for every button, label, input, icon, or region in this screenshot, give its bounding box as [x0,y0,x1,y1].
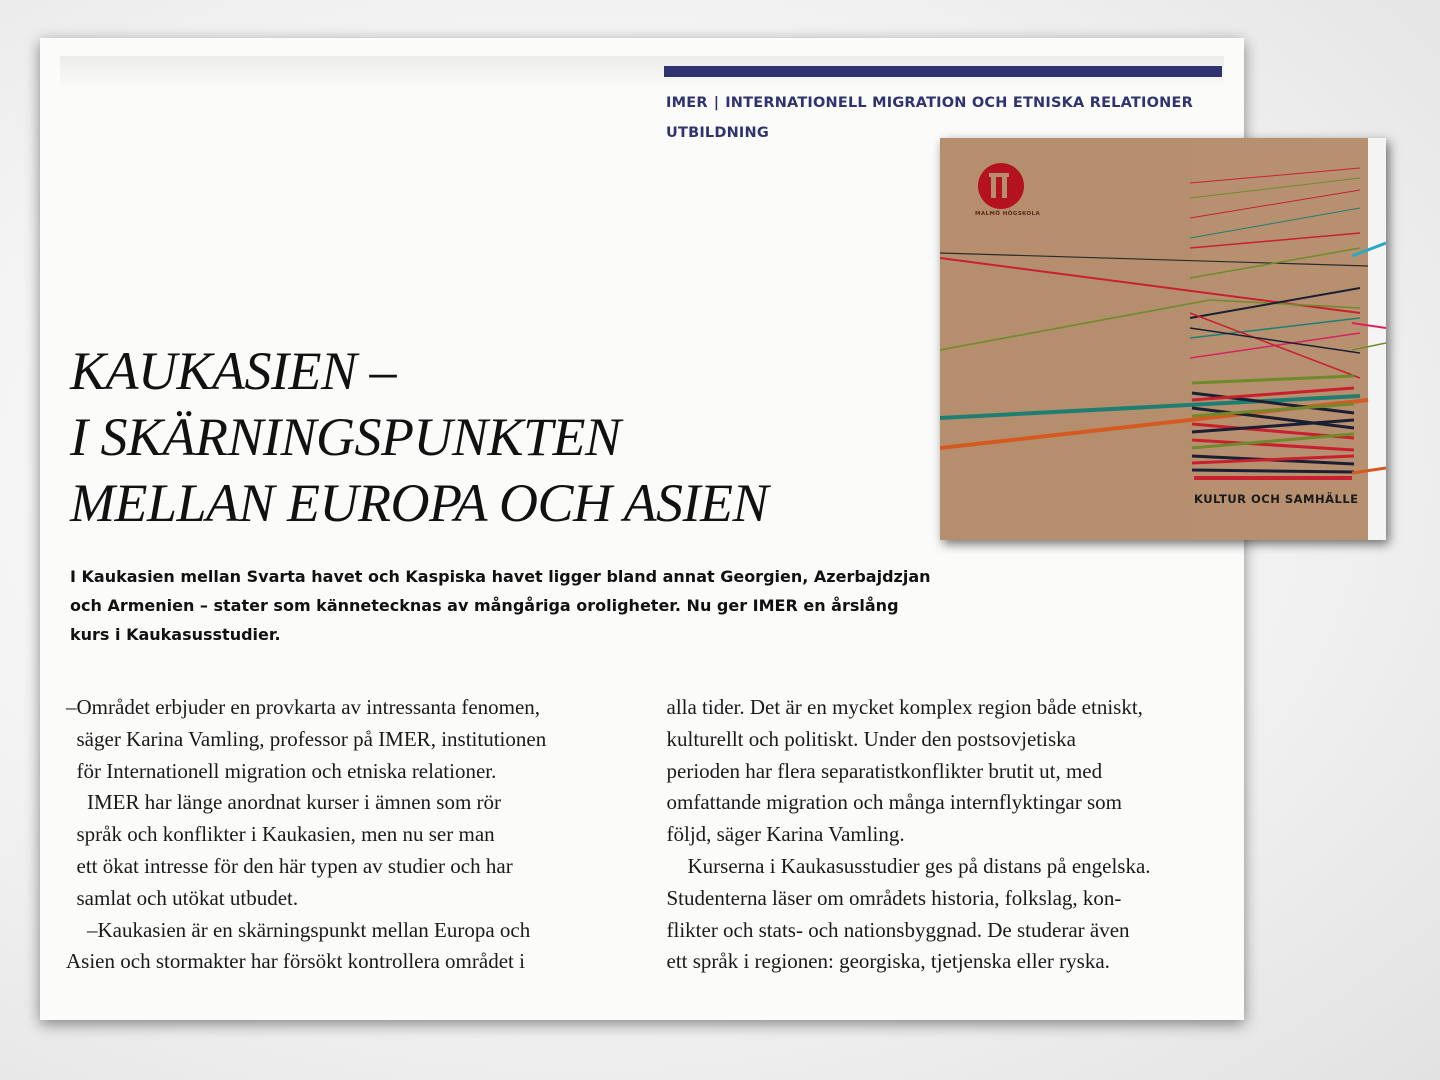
headline-line: I SKÄRNINGSPUNKTEN [70,407,621,467]
body-line: flikter och stats- och nationsbyggnad. De studerar även [656,917,1130,942]
ingress-line: I Kaukasien mellan Svarta havet och Kaspiska havet ligger bland annat Georgien, Azerbajdzjan [70,567,931,586]
section-category: UTBILDNING [666,125,769,141]
body-line: IMER har länge anordnat kurser i ämnen som rör [66,790,502,815]
body-line: Studenterna läser om områdets historia, folkslag, kon- [656,885,1122,910]
body-line: språk och konflikter i Kaukasien, men nu ser man [66,822,495,847]
headline-line: KAUKASIEN – [70,341,396,401]
body-line: för Internationell migration och etniska relationer. [66,758,497,783]
section-name: INTERNATIONELL MIGRATION OCH ETNISKA RELATIONER [725,95,1193,111]
body-line: –Området erbjuder en provkarta av intressanta fenomen, [66,695,541,719]
brochure-cover-image [940,138,1386,540]
cover-logo-text: MALMÖ HÖGSKOLA [975,211,1041,217]
body-line: följd, säger Karina Vamling. [656,822,905,847]
body-line: Kurserna i Kaukasusstudier ges på distans på engelska. [656,853,1151,878]
body-line: säger Karina Vamling, professor på IMER, institutionen [66,726,547,751]
body-line: samlat och utökat utbudet. [66,885,299,910]
article-column-2 [656,692,1236,978]
ingress-line: och Armenien – stater som kännetecknas av mångåriga oroligheter. Nu ger IMER en årslång [70,596,899,615]
malmo-hogskola-logo-icon [978,163,1024,209]
section-separator: | [713,95,720,111]
body-line: alla tider. Det är en mycket komplex region både etniskt, [656,695,1143,719]
body-line: kulturellt och politiskt. Under den postsovjetiska [656,726,1076,751]
section-rule [664,66,1222,77]
section-org: IMER [666,95,708,111]
section-header [666,95,1193,111]
article-ingress [70,562,1030,649]
article-column-1 [66,692,646,978]
cover-title: KULTUR OCH SAMHÄLLE [1194,492,1359,506]
body-line: –Kaukasien är en skärningspunkt mellan Europa och [66,917,531,942]
body-line: perioden har flera separatistkonflikter brutit ut, med [656,758,1103,783]
body-line: Asien och stormakter har försökt kontrollera området i [66,949,525,974]
cover-artwork [940,138,1386,540]
body-line: ett språk i regionen: georgiska, tjetjenska eller ryska. [656,949,1110,974]
article-headline [70,338,930,536]
body-line: omfattande migration och många internflyktingar som [656,790,1122,815]
headline-line: MELLAN EUROPA OCH ASIEN [70,473,769,533]
body-line: ett ökat intresse för den här typen av studier och har [66,853,513,878]
ingress-line: kurs i Kaukasusstudier. [70,625,281,644]
